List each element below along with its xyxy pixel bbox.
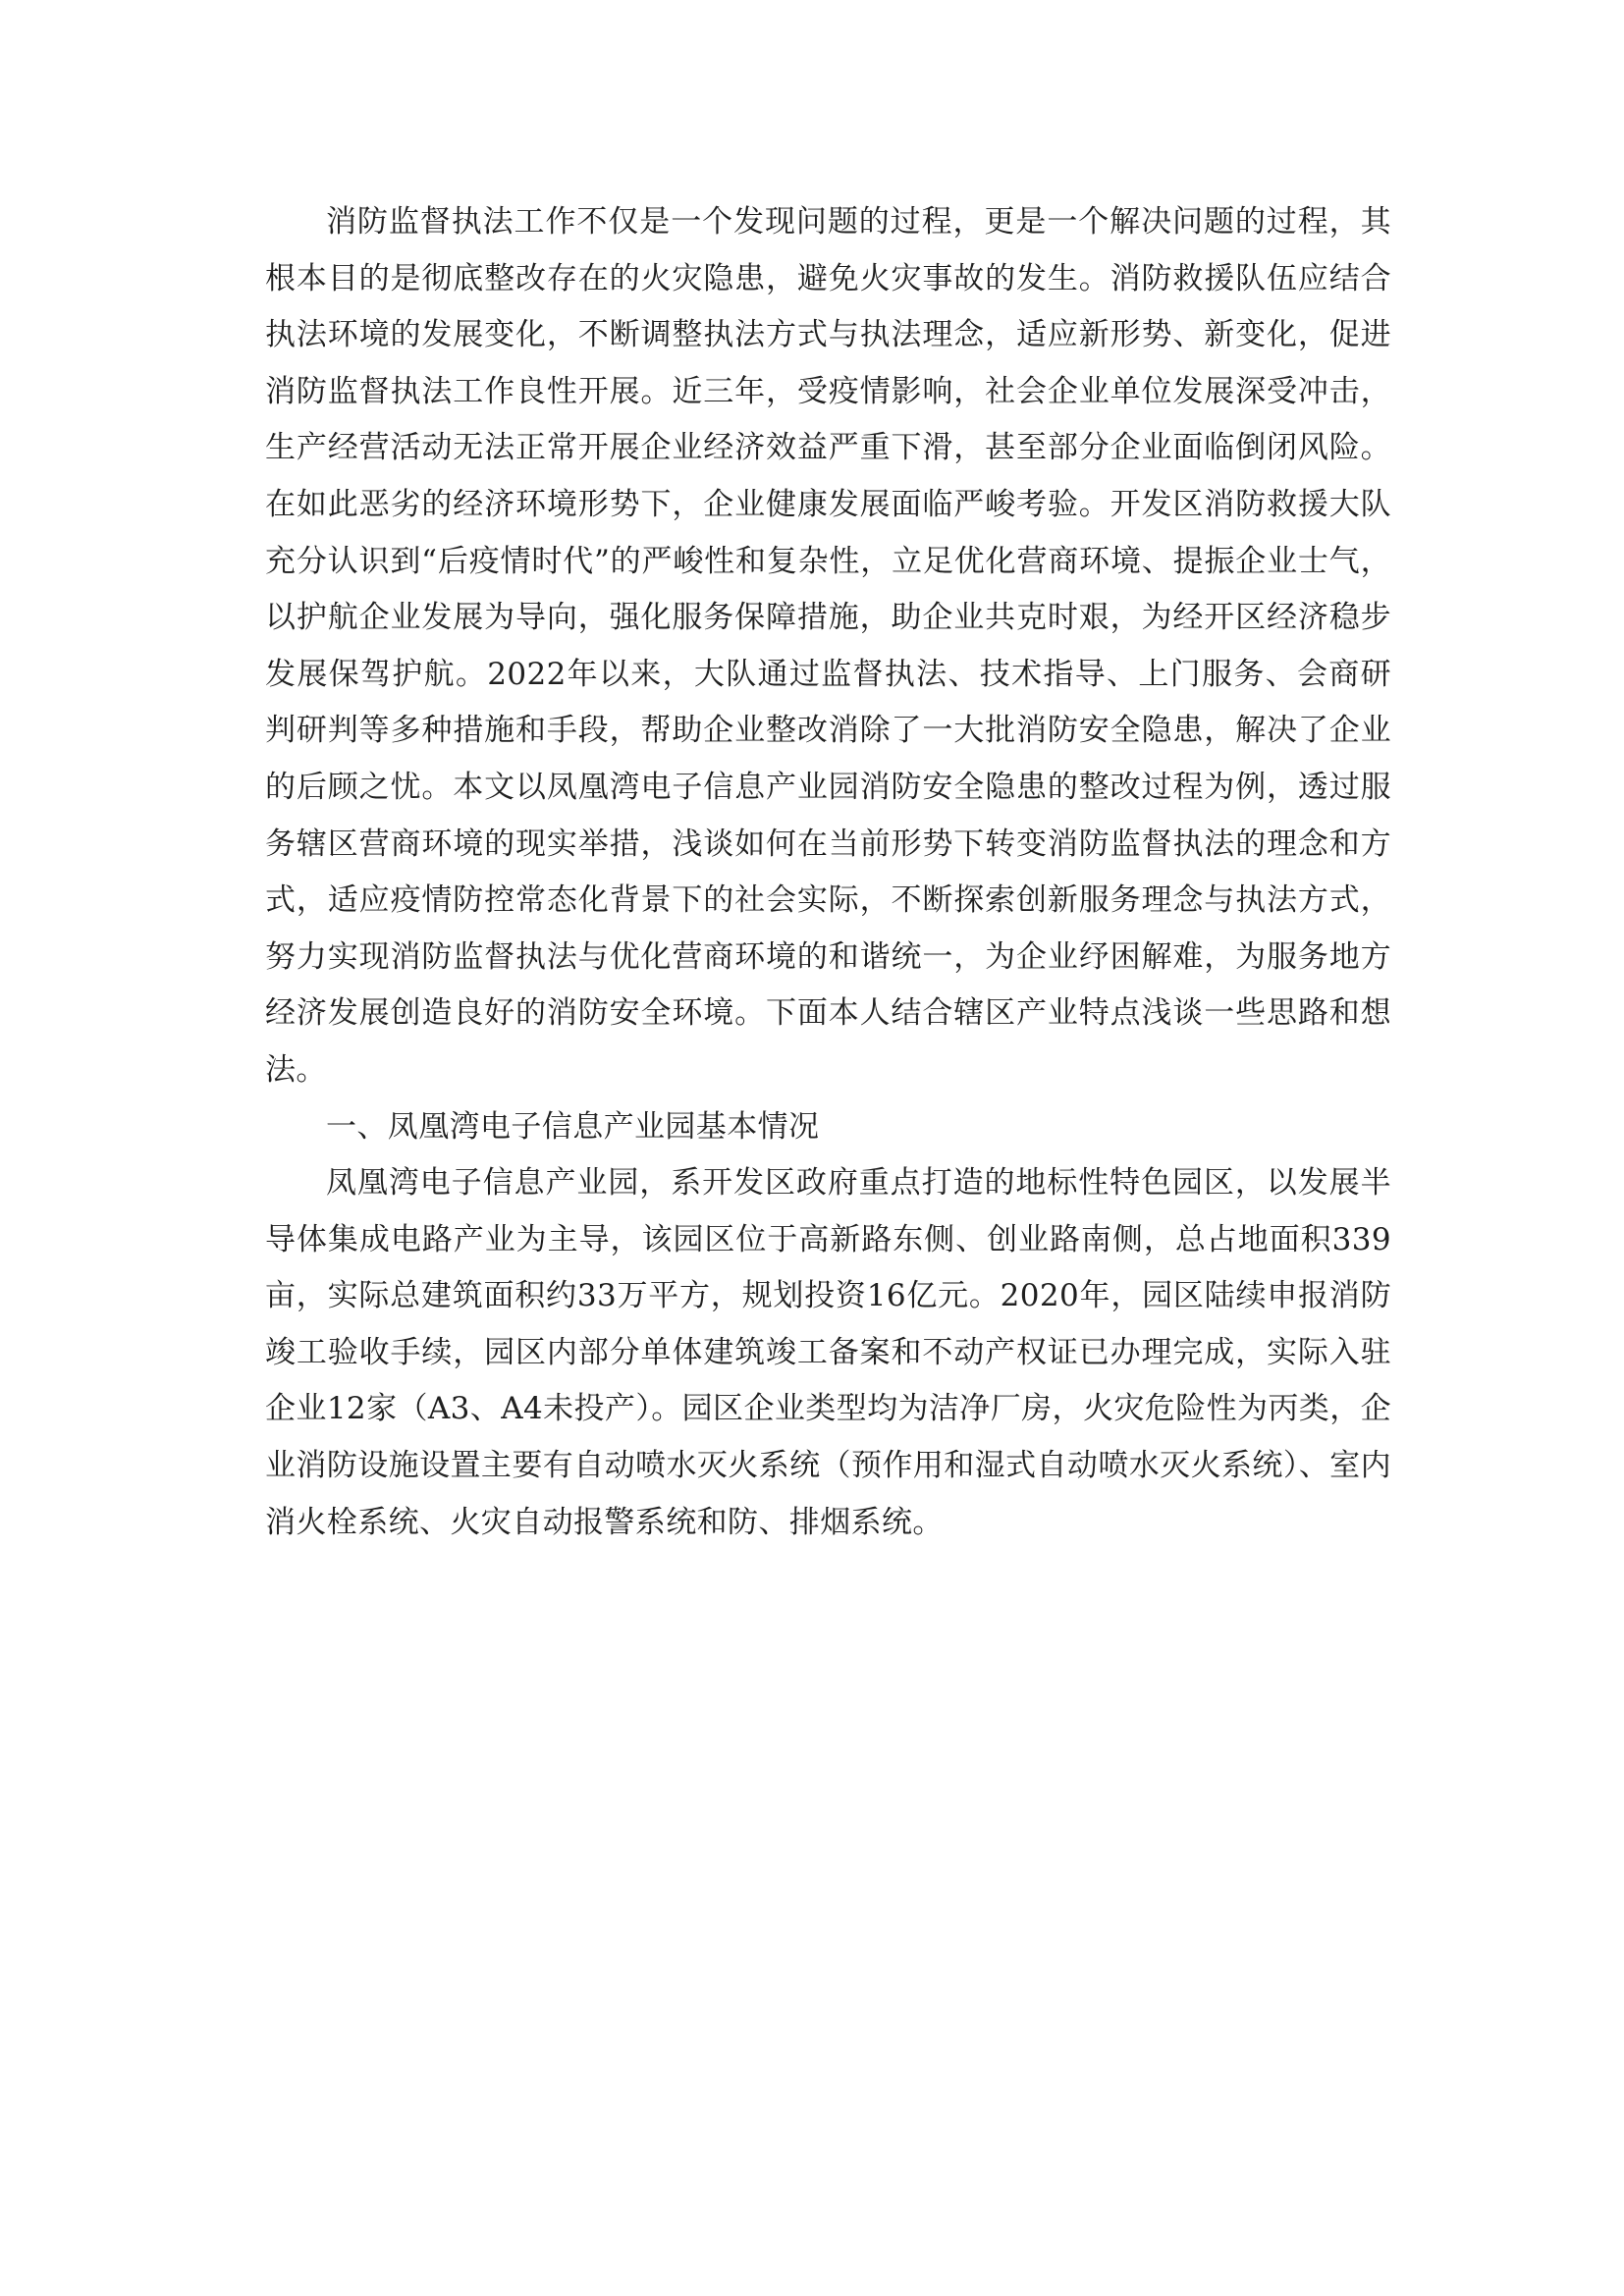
paragraph-intro: 消防监督执法工作不仅是一个发现问题的过程，更是一个解决问题的过程，其根本目的是彻底整改存在的火灾隐患，避免火灾事故的发生。消防救援队伍应结合执法环境的发展变化，不断调整执法方式与执法理念，适应新形势、新变化，促进消防监督执法工作良性开展。近三年，受疫情影响，社会企业单位发展深受冲击，生产经营活动无法正常开展企业经济效益严重下滑，甚至部分企业面临倒闭风险。在如此恶劣的经济环境形势下，企业健康发展面临严峻考验。开发区消防救援大队充分认识到“后疫情时代”的严峻性和复杂性，立足优化营商环境、提振企业士气，以护航企业发展为导向，强化服务保障措施，助企业共克时艰，为经开区经济稳步发展保驾护航。2022年以来，大队通过监督执法、技术指导、上门服务、会商研判研判等多种措施和手段，帮助企业整改消除了一大批消防安全隐患，解决了企业的后顾之忧。本文以凤凰湾电子信息产业园消防安全隐患的整改过程为例，透过服务辖区营商环境的现实举措，浅谈如何在当前形势下转变消防监督执法的理念和方式，适应疫情防控常态化背景下的社会实际，不断探索创新服务理念与执法方式，努力实现消防监督执法与优化营商环境的和谐统一，为企业纾困解难，为服务地方经济发展创造良好的消防安全环境。下面本人结合辖区产业特点浅谈一些思路和想法。 [265, 204, 1391, 1088]
section-heading-1: 一、凤凰湾电子信息产业园基本情况 [326, 1108, 820, 1145]
document-body [265, 194, 1391, 1551]
paragraph-park-overview: 凤凰湾电子信息产业园，系开发区政府重点打造的地标性特色园区，以发展半导体集成电路产业为主导，该园区位于高新路东侧、创业路南侧，总占地面积339亩，实际总建筑面积约33万平方，规划投资16亿元。2020年，园区陆续申报消防竣工验收手续，园区内部分单体建筑竣工备案和不动产权证已办理完成，实际入驻企业12家（A3、A4未投产）。园区企业类型均为洁净厂房，火灾危险性为丙类，企业消防设施设置主要有自动喷水灭火系统（预作用和湿式自动喷水灭火系统）、室内消火栓系统、火灾自动报警系统和防、排烟系统。 [265, 1165, 1391, 1540]
